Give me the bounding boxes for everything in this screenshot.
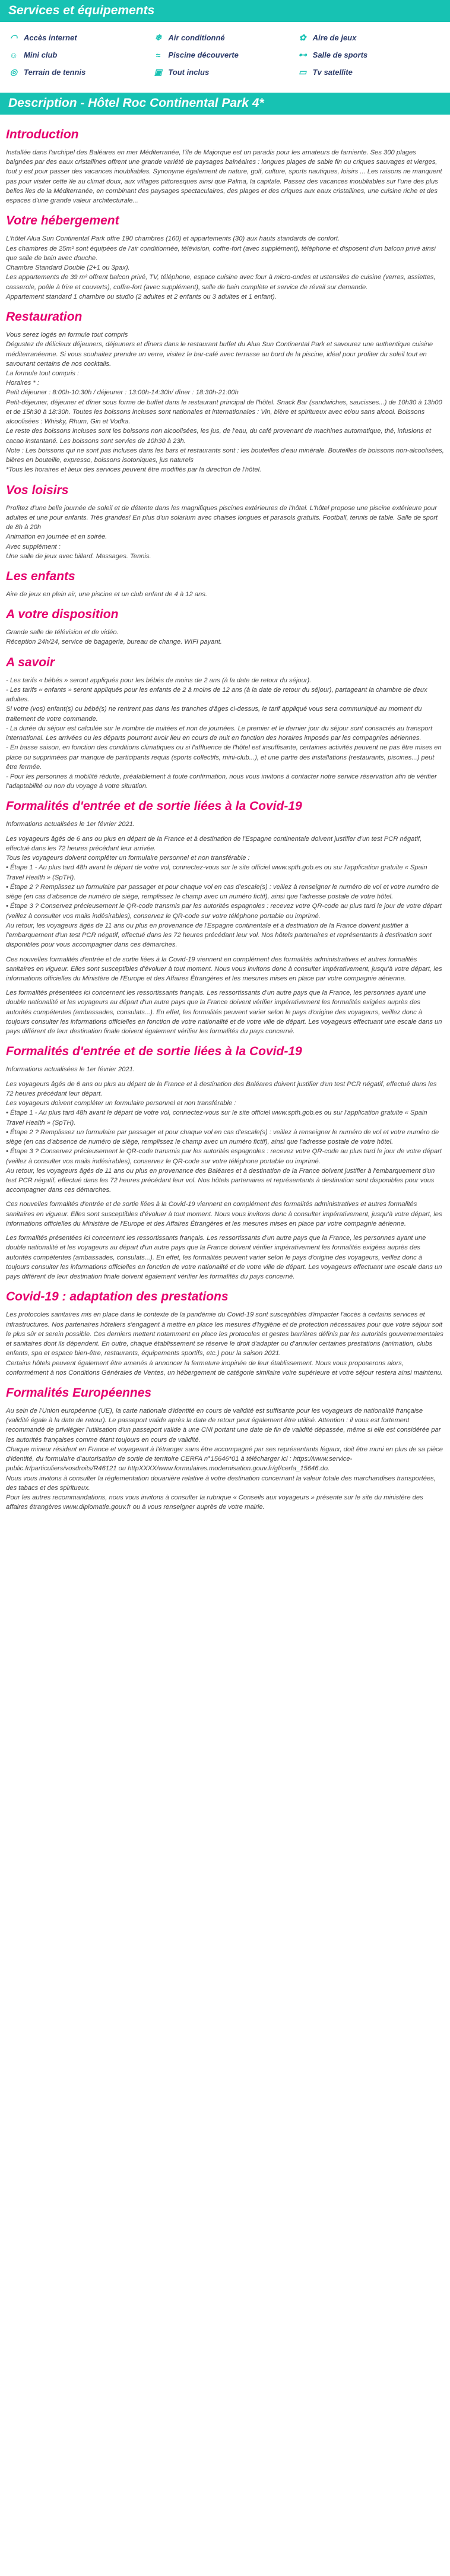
mini-club-icon: ☺ [9,50,18,60]
section-paragraph: Grande salle de télévision et de vidéo. Réception 24h/24, service de bagagerie, bureau de change. WIFI payant. [6,629,222,646]
section-paragraph: L'hôtel Alua Sun Continental Park offre 190 chambres (160) et appartements (30) aux hauts standards de confort. Les chambres de 25m² sont équipées de l'air conditionnée, télévision, coffre-fort (avec supplément), téléphone et disposent d'un balcon privé ainsi que salle de bain avec douche. Chambre Standard Double (2+1 ou 3pax). Les appartements de 39 m² offrent balcon privé, TV, téléphone, espace cuisine avec four à micro-ondes et ustensiles de cuisine (verres, assiettes, casserole, poêle à frire et couverts), coffre-fort (avec supplément), salle de bain complète et service de réveil sur demande. Appartement standard 1 chambre ou studio (2 adultes et 2 enfants ou 3 adultes et 1 enfant). [6,235,436,300]
tennis-icon: ◎ [9,67,18,77]
section-paragraph: Les protocoles sanitaires mis en place dans le contexte de la pandémie du Covid-19 sont susceptibles d'impacter l'accès à certains services et infrastructures. Nos partenaires hôteliers s'engagent à mettre en place les mesures d'hygiène et de protection nécessaires pour que votre séjour soit le plus sûr et serein possible. Ces derniers mettent notamment en place les protocoles et gestes barrières définis par les autorités gouvernementales et sanitaires dont ils dépendent. En outre, chaque établissement se réserve le droit d'adapter ou d'annuler certaines prestations (animation, clubs enfants, spa et espace bien-être, restaurants, équipements sportifs, etc.) pour la saison 2021. Certains hôtels peuvent également être amenés à annoncer la fermeture inopinée de leur établissement. Nous vous proposerons alors, conformément à nos Conditions Générales de Ventes, un hébergement de catégorie similaire voire supérieure et votre séjour restera ainsi maintenu. [6,1311,443,1376]
equipment-item [8,33,153,43]
section-title: Les enfants [6,569,75,583]
section-paragraph: Les voyageurs âgés de 6 ans ou plus en départ de la France et à destination de l'Espagne continentale doivent justifier d'un test PCR négatif, effectué dans les 72 heures précédant leur arrivée. Tous les voyageurs doivent compléter un formulaire personnel et non transférable : • Étape 1 - Au plus tard 48h avant le départ de votre vol, connectez-vous sur le site officiel www.spth.gob.es ou sur l'application gratuite « Spain Travel Health » (SpTH). • Étape 2 ? Remplissez un formulaire par passager et pour chaque vol en cas d'escale(s) : veillez à renseigner le numéro de vol et votre numéro de siège (en cas d'absence de numéro de siège, remplissez le champ avec un numéro fictif), ainsi que l'adresse postale de votre hôtel. • Étape 3 ? Conservez précieusement le QR-code transmis par les autorités espagnoles : recevez votre QR-code au plus tard le jour de votre départ (veillez à consulter vos mails indésirables), conservez le QR-code sur votre téléphone portable ou imprimé. Au retour, les voyageurs âgés de 11 ans ou plus en provenance de l'Espagne continentale et à destination de la France doivent justifier à l'embarquement d'un test PCR négatif, effectué dans les 72 heures précédant leur vol. Nos hôtels partenaires et représentants à destination sont disponibles pour vous accompagner dans ces démarches. [6,835,442,949]
description-section-block [0,799,450,1036]
equipment-label: Salle de sports [312,50,368,59]
pool-icon: ≈ [156,50,161,60]
equipment-item [153,33,297,43]
section-title: Vos loisirs [6,483,69,497]
section-title: Formalités Européennes [6,1385,152,1400]
description-section-block [0,128,450,205]
description-section-block [0,569,450,599]
equipment-item [153,50,297,60]
section-paragraph: Ces nouvelles formalités d'entrée et de sortie liées à la Covid-19 viennent en complément des formalités administratives et autres formalités sanitaires en vigueur. Elles sont susceptibles d'évoluer à tout moment. Nous vous invitons donc à consulter impérativement, jusqu'à votre départ, les informations officielles du Ministère de l'Europe et des Affaires Étrangères et les mesures mises en place par votre compagnie aérienne. [6,955,442,982]
section-paragraph: Au sein de l'Union européenne (UE), la carte nationale d'identité en cours de validité est suffisante pour les voyageurs de nationalité française (validité égale à la date de retour). Le passeport valide après la date de retour peut également être utilisé. Attention : il vous est fortement recommandé de privilégier l'utilisation d'un passeport valide à une CNI portant une date de fin de validité dépassée, même si elle est considérée par les autorités françaises comme étant toujours en cours de validité. Chaque mineur résident en France et voyageant à l'étranger sans être accompagné par ses représentants légaux, doit être muni en plus de sa pièce d'identité, du formulaire d'autorisation de sortie de territoire CERFA n°15646*01 à télécharger ici : https://www.service-public.fr/particuliers/vosdroits/R46121 ou httpXXXX/www.formulaires.modernisation.gouv.fr/gf/cerfa_15646.do. Nous vous invitons à consulter la réglementation douanière relative à votre destination concernant la valeur totale des marchandises transportées, des tabacs et des spiritueux. Pour les autres recommandations, nous vous invitons à consulter la rubrique « Conseils aux voyageurs » présente sur le site du ministère des affaires étrangères www.diplomatie.gouv.fr ou à vous renseigner auprès de votre mairie. [6,1407,443,1511]
section-title: Formalités d'entrée et de sortie liées à la Covid-19 [6,799,302,814]
section-title: Restauration [6,310,83,324]
section-paragraph: Les formalités présentées ici concernent les ressortissants français. Les ressortissants d'un autre pays que la France, les personnes ayant une double nationalité et les voyageurs au départ d'un autre pays que la France doivent vérifier impérativement les formalités exigées auprès des autorités compétentes (ambassades, consulats...). En effet, les formalités peuvent varier selon le pays d'origine des voyageurs, veillez donc à toujours consulter les informations officielles en fonction de votre nationalité et de votre ville de départ. Les voyageurs effectuant une escale dans un pays différent de leur destination finale doivent également vérifier les formalités du pays concerné. [6,989,442,1036]
description-section-block [0,214,450,302]
equipment-label: Tout inclus [168,68,210,77]
equipment-label: Terrain de tennis [24,68,86,77]
playground-icon: ✿ [299,33,306,42]
section-paragraph: Informations actualisées le 1er février 2021. [6,1066,135,1074]
equipment-item [297,67,442,77]
all-inclusive-icon: ▣ [154,67,162,77]
section-paragraph: - Les tarifs « bébés » seront appliqués pour les bébés de moins de 2 ans (à la date de retour du séjour). - Les tarifs « enfants » seront appliqués pour les enfants de 2 à moins de 12 ans (à la date de retour du séjour), partageant la chambre de deux adultes. Si votre (vos) enfant(s) ou bébé(s) ne rentrent pas dans les tranches d'âges ci-dessus, le tarif appliqué vous sera communiqué au moment du traitement de votre commande. - La durée du séjour est calculée sur le nombre de nuitées et non de journées. Le premier et le dernier jour du séjour sont consacrés au transport international. Les arrivées ou les départs pourront avoir lieu en cours de nuit en fonction des horaires imposés par les compagnies aériennes. - En basse saison, en fonction des conditions climatiques ou si l'affluence de l'hôtel est insuffisante, certaines activités peuvent ne pas être mises en place ou supprimées par manque de participants requis (sports collectifs, mini-club...), et une partie des installations (restaurants, piscines...) peut être fermée. - Pour les personnes à mobilité réduite, préalablement à toute confirmation, nous vous invitons à contacter notre service réservation afin de vérifier l'adaptabilité ou non du voyage à votre situation. [6,676,442,790]
equipment-item [153,67,297,77]
description-section [0,93,450,1521]
section-title: Introduction [6,128,79,141]
section-paragraph: Les formalités présentées ici concernent les ressortissants français. Les ressortissants d'un autre pays que la France, les personnes ayant une double nationalité et les voyageurs au départ d'un autre pays que la France doivent vérifier impérativement les formalités exigées auprès des autorités compétentes (ambassades, consulats...). En effet, les formalités peuvent varier selon le pays d'origine des voyageurs, veillez donc à toujours consulter les informations officielles en fonction de votre nationalité et de votre ville de départ. Les voyageurs effectuant une escale dans un pays différent de leur destination finale doivent également vérifier les formalités du pays concerné. [6,1235,442,1281]
section-paragraph: Aire de jeux en plein air, une piscine et un club enfant de 4 à 12 ans. [6,590,207,598]
section-title: Formalités d'entrée et de sortie liées à la Covid-19 [6,1045,302,1059]
equipment-label: Mini club [24,50,58,59]
description-section-block [0,1290,450,1378]
section-paragraph: Ces nouvelles formalités d'entrée et de sortie liées à la Covid-19 viennent en complément des formalités administratives et autres formalités sanitaires en vigueur. Elles sont susceptibles d'évoluer à tout moment. Nous vous invitons donc à consulter impérativement, jusqu'à votre départ, les informations officielles du Ministère de l'Europe et des Affaires Étrangères et les mesures mises en place par votre compagnie aérienne. [6,1201,442,1227]
section-title: A savoir [6,655,55,669]
equipment-header: Services et équipements [0,0,450,22]
description-section-block [0,1045,450,1281]
section-paragraph: Les voyageurs âgés de 6 ans ou plus au départ de la France et à destination des Baléares doivent justifier d'un test PCR négatif, effectué dans les 72 heures précédant leur départ. Les voyageurs doivent compléter un formulaire personnel et non transférable : • Étape 1 - Au plus tard 48h avant le départ de votre vol, connectez-vous sur le site officiel www.spth.gob.es ou sur l'application gratuite « Spain Travel Health » (SpTH). • Étape 2 ? Remplissez un formulaire par passager et pour chaque vol en cas d'escale(s) : veillez à renseigner le numéro de vol et votre numéro de siège (en cas d'absence de numéro de siège, remplissez le champ avec un numéro fictif), ainsi que l'adresse postale de votre hôtel. • Étape 3 ? Conservez précieusement le QR-code transmis par les autorités espagnoles : recevez votre QR-code au plus tard le jour de votre départ (veillez à consulter vos mails indésirables), conservez le QR-code sur votre téléphone portable ou imprimé. Au retour, les voyageurs âgés de 11 ans ou plus en provenance des Baléares et à destination de la France doivent justifier à l'embarquement d'un test PCR négatif, effectué dans les 72 heures précédant leur vol. Nos hôtels partenaires et représentants à destination sont disponibles pour vous accompagner dans ces démarches. [6,1080,442,1194]
equipment-grid [0,22,450,93]
section-paragraph: Vous serez logés en formule tout compris Dégustez de délicieux déjeuners, déjeuners et dîners dans le restaurant buffet du Alua Sun Continental Park et savourez une authentique cuisine méditerranéenne. Si vous souhaitez prendre un verre, visitez le bar-café avec terrasse au bord de la piscine, idéal pour profiter du soleil tout en savourant certains de nos cocktails. La formule tout compris : Horaires * : Petit déjeuner : 8:00h-10:30h / déjeuner : 13:00h-14:30h/ dîner : 18:30h-21:00h Petit-déjeuner, déjeuner et dîner sous forme de buffet dans le restaurant principal de l'hôtel. Snack Bar (sandwiches, saucisses...) de 10h30 à 13h00 et de 15h30 à 18:30h. Toutes les boissons incluses sont nationales et internationales : Vin, bière et spiritueux avec et/ou sans alcool. Boissons alcoolisées : Whisky, Rhum, Gin et Vodka. Le reste des boissons incluses sont les boissons non alcoolisées, les jus, de l'eau, du café provenant de machines automatique, thé, infusions et cacao instantané. Les boissons sont servies de 10h30 à 23h. Note : Les boissons qui ne sont pas incluses dans les bars et restaurants sont : les bouteilles d'eau minérale. Bouteilles de boissons non-alcoolisées, bières en bouteille, expresso, boissons isotoniques, jus naturels *Tous les horaires et lieux des services peuvent être modifiés par la direction de l'hôtel. [6,331,444,474]
section-paragraph: Profitez d'une belle journée de soleil et de détente dans les magnifiques piscines extérieures de l'hôtel. L'hôtel propose une piscine extérieure pour adultes et une pour enfants. Très grandes! En plus d'un solarium avec chaises longues et parasols gratuits. Football, tennis de table. Salle de sport de 8h à 20h Animation en journée et en soirée. Avec supplément : Une salle de jeux avec billard. Massages. Tennis. [6,504,438,560]
section-paragraph: Informations actualisées le 1er février 2021. [6,821,135,828]
section-title: Votre hébergement [6,214,119,228]
equipment-label: Tv satellite [312,68,353,77]
dumbbell-icon: ⊷ [298,50,307,59]
description-section-block [0,656,450,792]
description-section-block [0,483,450,561]
tv-icon: ▭ [299,67,307,77]
equipment-item [297,50,442,60]
equipment-item [8,67,153,77]
equipment-item [297,33,442,43]
section-paragraph: Installée dans l'archipel des Baléares en mer Méditerranée, l'île de Majorque est un paradis pour les amateurs de farniente. Ses 300 plages baignées par des eaux cristallines offrent une grande variété de paysages balnéaires : longues plages de sable fin ou criques sauvages et vierges, tout y est pour passer des vacances inoubliables. Synonyme également de nature, golf, culture, sports nautiques, loisirs ... Les raisons ne manquent pas pour visiter cette île au climat doux, aux villages pittoresques ainsi que Palma, la capitale. Passez des vacances inoubliables sur l'une des plus belles îles de la Méditerranée, en combinant des paysages spectaculaires, des plages et des criques aux eaux cristallines, une cuisine riche et des espaces d'une grande valeur architecturale... [6,149,442,205]
equipment-section [0,0,450,93]
equipment-label: Air conditionné [168,33,225,42]
snowflake-icon: ❄ [154,33,162,42]
equipment-label: Aire de jeux [312,33,357,42]
equipment-item [8,50,153,60]
description-section-block [0,310,450,475]
description-section-block [0,607,450,647]
wifi-icon: ◠ [9,33,18,42]
description-section-block [0,1386,450,1512]
section-title: Covid-19 : adaptation des prestations [6,1290,229,1304]
section-title: A votre disposition [6,607,119,622]
equipment-label: Piscine découverte [168,50,239,59]
equipment-label: Accès internet [24,33,77,42]
description-header: Description - Hôtel Roc Continental Park 4* [0,93,450,115]
description-content [0,115,450,1521]
